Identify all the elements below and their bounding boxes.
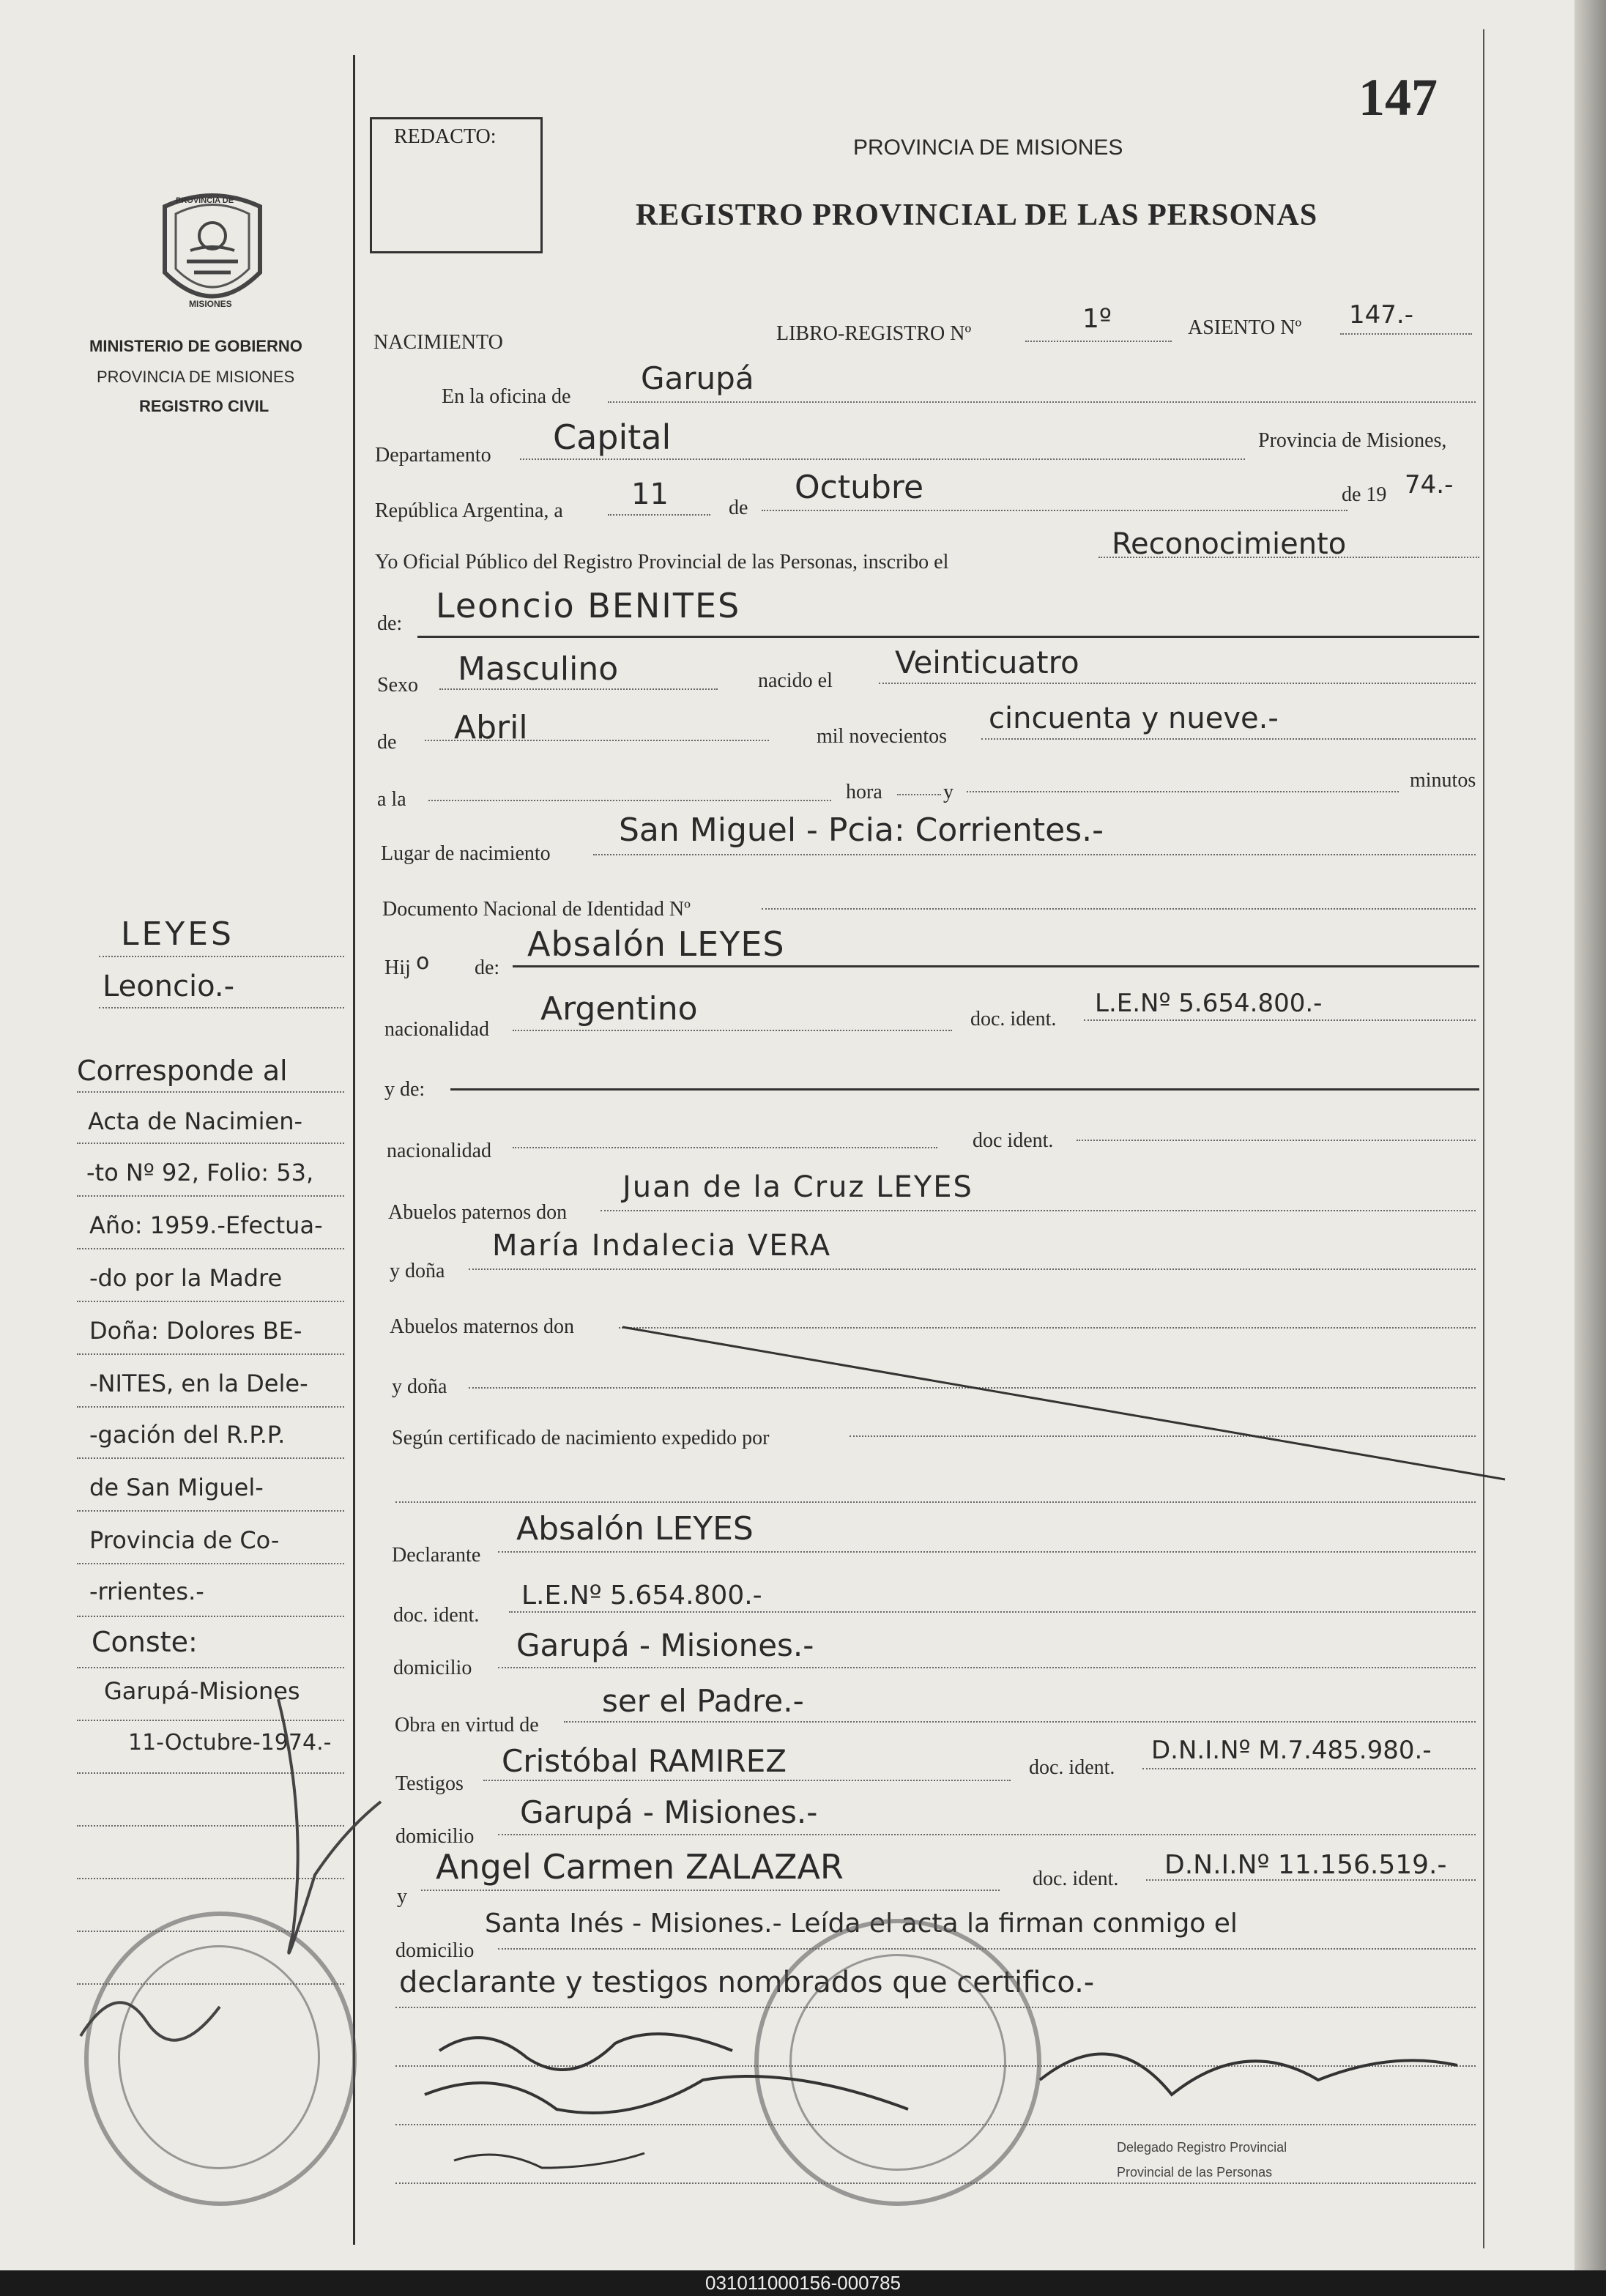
domicilio-value: Garupá - Misiones.-	[516, 1627, 814, 1663]
hijo-mark: o	[416, 949, 430, 975]
nacido-value: Veinticuatro	[895, 644, 1079, 680]
docident3-value: L.E.Nº 5.654.800.-	[521, 1580, 762, 1610]
asiento-value: 147.-	[1349, 300, 1413, 330]
y2-label: y	[397, 1885, 407, 1908]
sexo-label: Sexo	[377, 674, 418, 696]
margin-line: Acta de Nacimien-	[88, 1107, 303, 1135]
mes-value: Octubre	[795, 469, 924, 506]
declarante-label: Declarante	[392, 1544, 481, 1567]
testigo2-value: Angel Carmen ZALAZAR	[436, 1847, 844, 1887]
margin-line: Garupá-Misiones	[104, 1677, 300, 1705]
nacionalidad2-label: nacionalidad	[387, 1140, 492, 1162]
de-label: de	[729, 497, 748, 519]
header-province: PROVINCIA DE MISIONES	[853, 135, 1123, 160]
hijo-label: Hij	[384, 956, 411, 979]
obra-label: Obra en virtud de	[395, 1714, 539, 1736]
oficina-label: En la oficina de	[442, 385, 571, 408]
departamento-value: Capital	[553, 417, 672, 457]
margin-line: -to Nº 92, Folio: 53,	[86, 1159, 314, 1186]
mil-label: mil novecientos	[817, 725, 948, 748]
docident5-value: D.N.I.Nº 11.156.519.-	[1164, 1850, 1447, 1880]
dni-label: Documento Nacional de Identidad Nº	[382, 898, 691, 921]
margin-line: Conste:	[92, 1626, 198, 1658]
hijo-de-label: de:	[475, 956, 500, 979]
abuela-pat-value: María Indalecia VERA	[492, 1229, 832, 1263]
de3-label: de	[377, 731, 397, 754]
sexo-value: Masculino	[458, 650, 619, 688]
y-label: y	[943, 781, 953, 803]
lugar-label: Lugar de nacimiento	[381, 842, 551, 865]
segun-label: Según certificado de nacimiento expedido por	[392, 1427, 770, 1449]
docident-value: L.E.Nº 5.654.800.-	[1095, 989, 1323, 1018]
seal-text-top: PROVINCIA DE	[176, 196, 234, 205]
abuelo-pat-value: Juan de la Cruz LEYES	[622, 1170, 973, 1204]
margin-line: -do por la Madre	[89, 1264, 283, 1292]
testigos-label: Testigos	[395, 1772, 464, 1795]
asiento-label: ASIENTO Nº	[1188, 316, 1302, 339]
abuelos-mat-label: Abuelos maternos don	[390, 1315, 574, 1338]
provincia-suffix: Provincia de Misiones,	[1258, 429, 1447, 452]
oficina-value: Garupá	[641, 360, 754, 396]
departamento-label: Departamento	[375, 444, 491, 467]
ministry-label: MINISTERIO DE GOBIERNO	[89, 337, 302, 355]
ydona-label: y doña	[390, 1260, 445, 1282]
republica-label: República Argentina, a	[375, 499, 563, 522]
page-number: 147	[1358, 68, 1438, 127]
civil-registry-label: REGISTRO CIVIL	[139, 397, 269, 415]
domicilio2-value: Garupá - Misiones.-	[520, 1794, 818, 1830]
mes-nac-value: Abril	[454, 709, 528, 746]
margin-line: Año: 1959.-Efectua-	[89, 1211, 323, 1239]
docident3-label: doc. ident.	[393, 1604, 480, 1627]
domicilio-label: domicilio	[393, 1657, 472, 1679]
declarante-value: Absalón LEYES	[516, 1510, 754, 1548]
stamp-line-2: Provincial de las Personas	[1117, 2165, 1273, 2180]
domicilio3-value: Santa Inés - Misiones.- Leída el acta la firman conmigo el	[485, 1909, 1238, 1939]
stamp-line-1: Delegado Registro Provincial	[1117, 2140, 1287, 2155]
nombre-value: Leoncio BENITES	[436, 586, 741, 625]
docident4-label: doc. ident.	[1029, 1756, 1115, 1779]
obra-value: ser el Padre.-	[602, 1683, 804, 1719]
margin-line: -rrientes.-	[89, 1578, 204, 1605]
margin-line: 11-Octubre-1974.-	[128, 1730, 332, 1756]
left-province-label: PROVINCIA DE MISIONES	[97, 368, 295, 386]
libro-value: 1º	[1082, 304, 1112, 334]
testigo1-value: Cristóbal RAMIREZ	[502, 1743, 787, 1779]
de2-label: de:	[377, 612, 403, 635]
ydona2-label: y doña	[392, 1375, 447, 1398]
docident2-label: doc ident.	[973, 1129, 1054, 1152]
abuelos-pat-label: Abuelos paternos don	[388, 1201, 568, 1224]
anio-prefix: de 19	[1342, 483, 1387, 506]
docident4-value: D.N.I.Nº M.7.485.980.-	[1151, 1736, 1432, 1765]
docident5-label: doc. ident.	[1033, 1868, 1119, 1890]
libro-label: LIBRO-REGISTRO Nº	[776, 322, 972, 345]
seal-text-bottom: MISIONES	[189, 299, 232, 309]
domicilio3-label: domicilio	[395, 1939, 475, 1962]
lugar-value: San Miguel - Pcia: Corrientes.-	[619, 811, 1104, 849]
header-registry: REGISTRO PROVINCIAL DE LAS PERSONAS	[636, 198, 1318, 232]
minutos-label: minutos	[1410, 769, 1476, 792]
dia-value: 11	[631, 478, 669, 511]
domicilio2-label: domicilio	[395, 1825, 475, 1848]
margin-line: de San Miguel-	[89, 1474, 264, 1501]
margin-line: -NITES, en la Dele-	[89, 1370, 308, 1397]
margin-line: Provincia de Co-	[89, 1526, 280, 1554]
redacto-label: REDACTO:	[394, 125, 497, 148]
yde-label: y de:	[384, 1078, 425, 1101]
nacionalidad-value: Argentino	[540, 990, 698, 1028]
cierre-value: declarante y testigos nombrados que certifico.-	[399, 1966, 1095, 1999]
tramite-value: Reconocimiento	[1112, 527, 1347, 561]
margin-line: LEYES	[121, 915, 234, 953]
padre-value: Absalón LEYES	[527, 924, 785, 964]
oficial-label: Yo Oficial Público del Registro Provincial de las Personas, inscribo el	[375, 551, 949, 573]
margin-line: Corresponde al	[77, 1055, 288, 1087]
hora-label: hora	[846, 781, 882, 803]
anio-value: 74.-	[1405, 470, 1454, 499]
margin-line: -gación del R.P.P.	[89, 1421, 286, 1449]
margin-line: Leoncio.-	[103, 970, 235, 1003]
ala-label: a la	[377, 788, 406, 811]
anio-nac-value: cincuenta y nueve.-	[989, 702, 1279, 735]
docident-label: doc. ident.	[970, 1008, 1057, 1030]
footer-id: 031011000156-000785	[0, 2270, 1606, 2296]
nacionalidad-label: nacionalidad	[384, 1018, 490, 1041]
nacimiento-label: NACIMIENTO	[373, 331, 503, 354]
margin-line: Doña: Dolores BE-	[89, 1317, 302, 1345]
nacido-label: nacido el	[758, 669, 833, 692]
